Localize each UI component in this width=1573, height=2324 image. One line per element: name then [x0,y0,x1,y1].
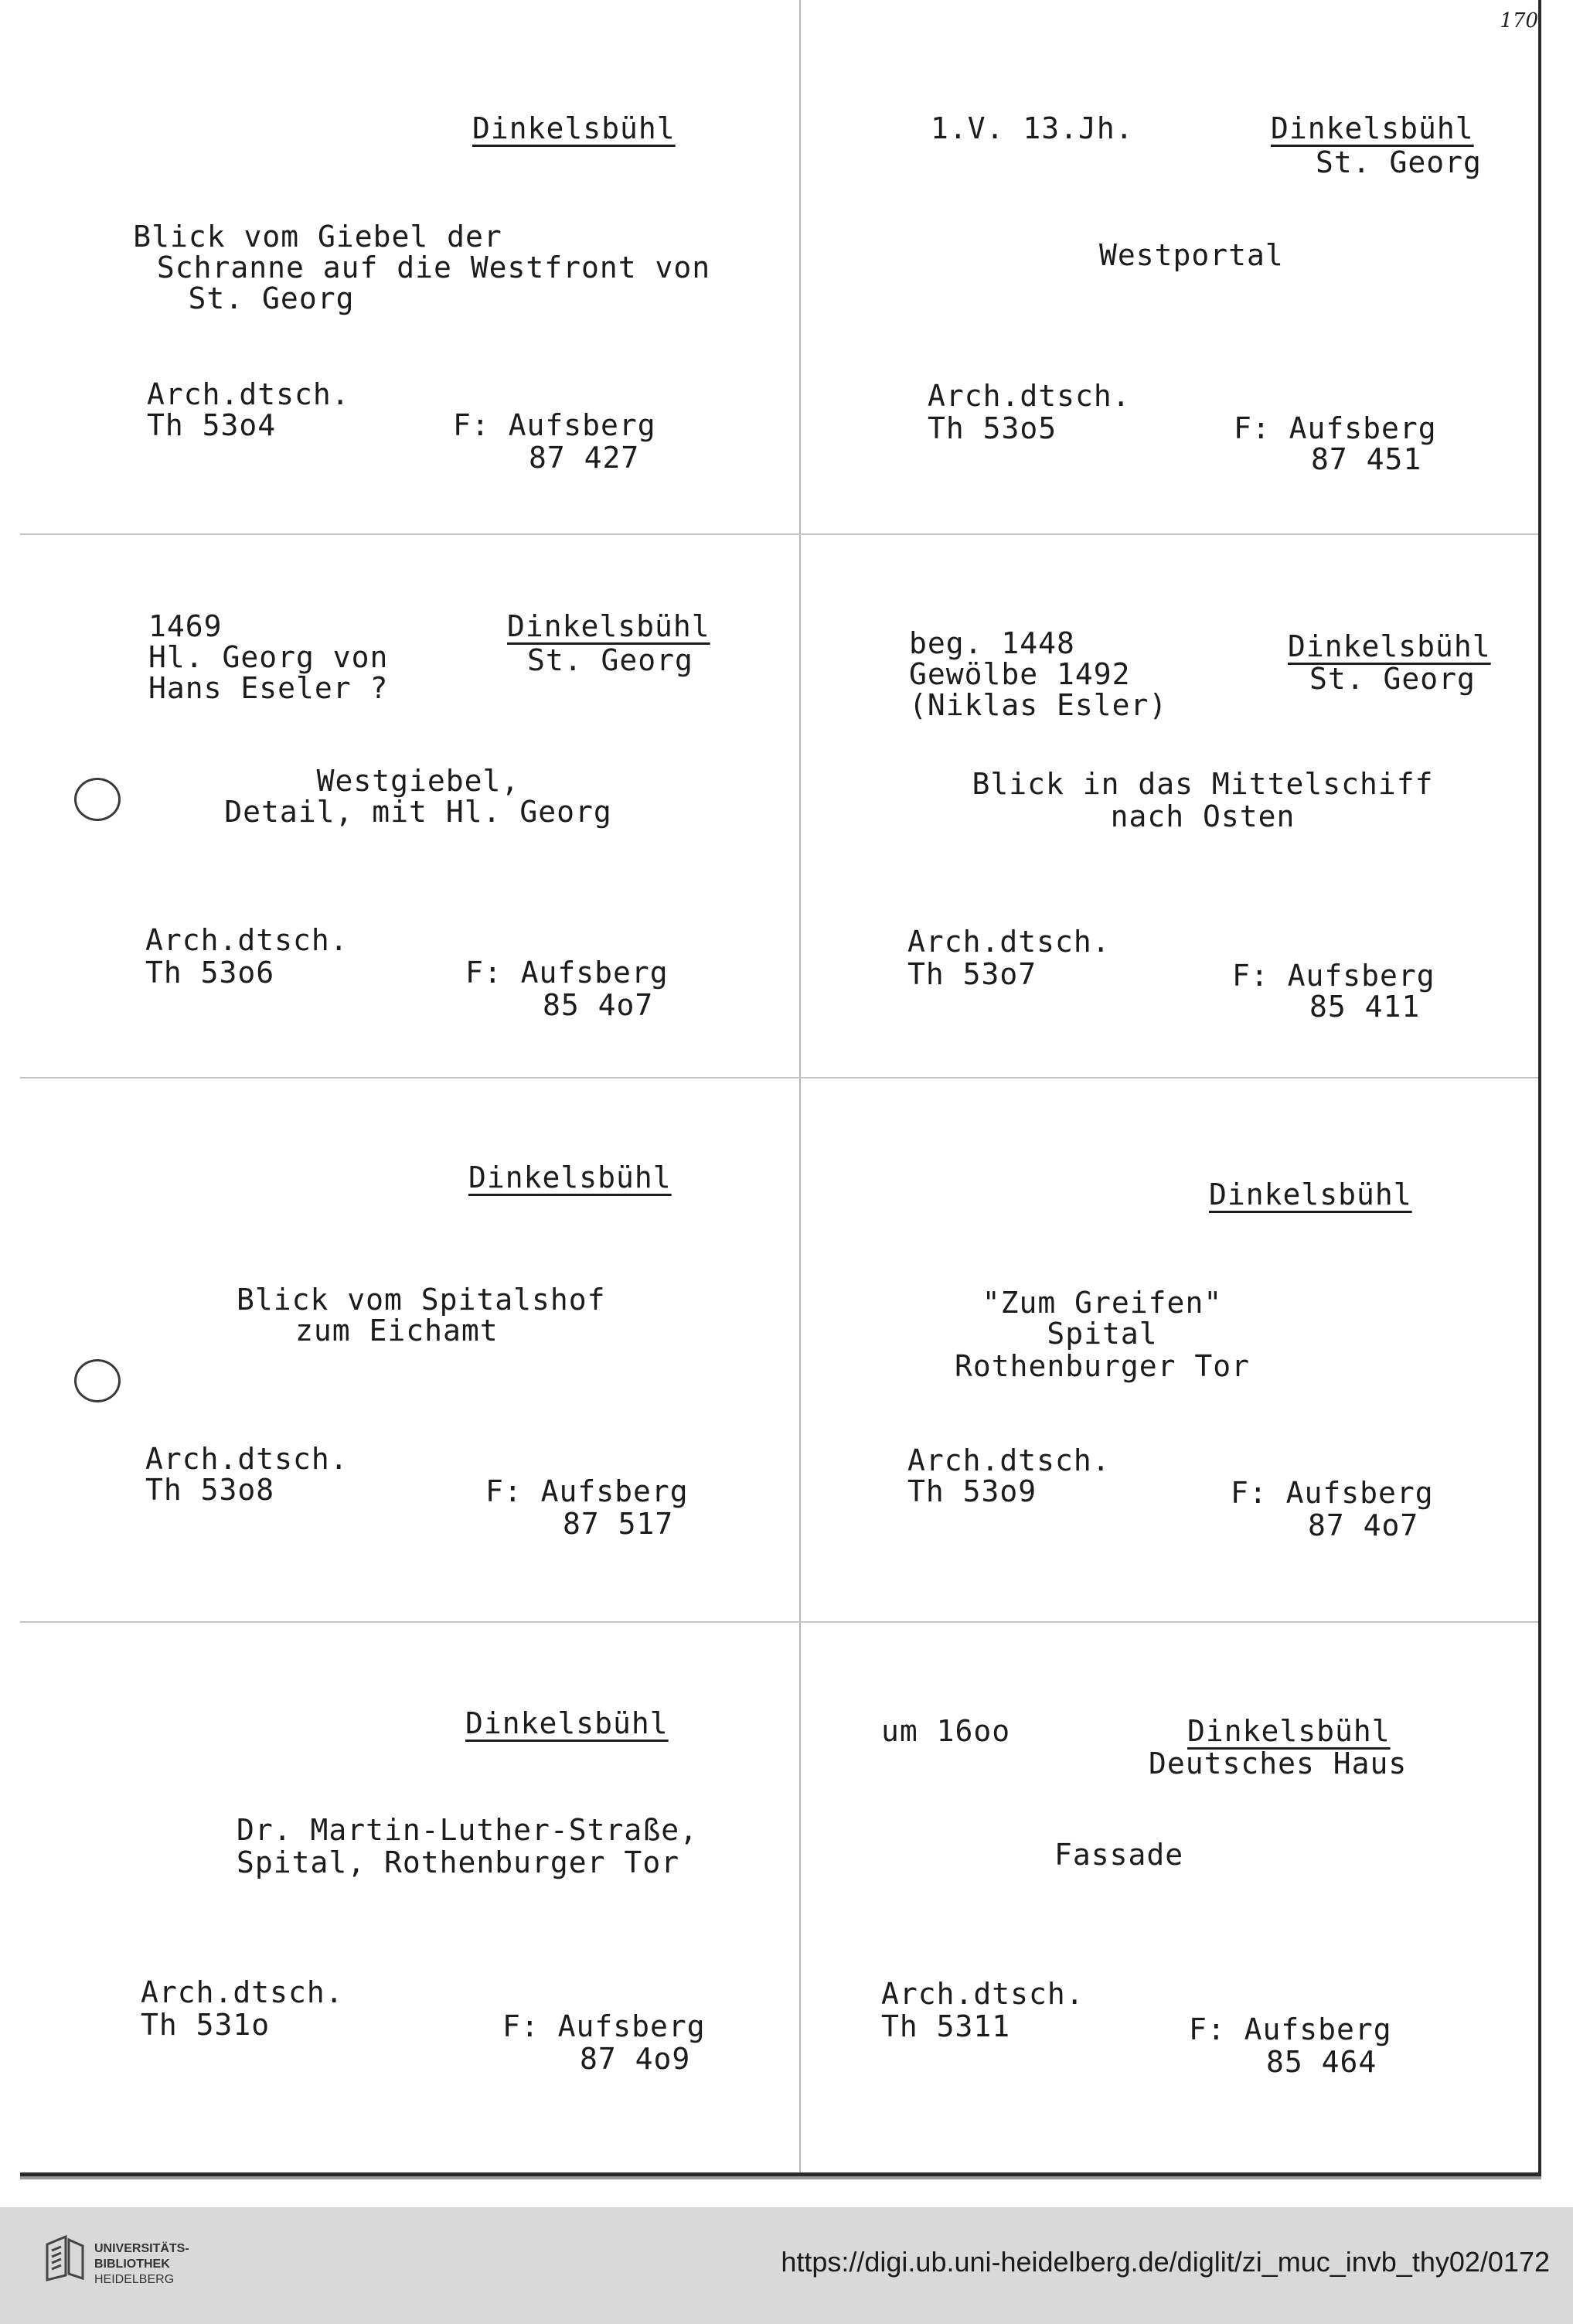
card-photographer: F: Aufsberg [465,956,669,990]
index-card [20,0,799,533]
card-subject: St. Georg [1309,662,1476,696]
card-inventory-number: Th 53o4 [147,408,277,442]
index-card-sheet [20,0,1541,2176]
card-place: Dinkelsbühl [507,609,710,643]
card-archive: Arch.dtsch. [147,377,350,411]
viewer-footer [0,2207,1573,2324]
card-description-line: Detail, mit Hl. Georg [224,795,612,829]
card-photo-number: 87 4o7 [1308,1508,1419,1542]
index-card [20,1079,799,1620]
card-description-line: Rothenburger Tor [954,1349,1251,1383]
card-photographer: F: Aufsberg [485,1474,689,1508]
card-description-line: "Zum Greifen" [982,1286,1223,1320]
card-description-line: St. Georg [188,281,355,315]
page-number: 170 [1500,9,1538,32]
card-description-line: Fassade [1054,1838,1184,1872]
index-card [801,0,1573,533]
card-date: 1469 [148,609,223,643]
index-card [20,1623,799,2172]
card-place: Dinkelsbühl [465,1706,669,1740]
card-description-line: Blick vom Giebel der [133,220,502,254]
card-description-line: Westportal [1099,238,1284,272]
card-description-line: Blick vom Spitalshof [237,1283,606,1317]
card-photo-number: 85 464 [1266,2045,1377,2079]
card-archive: Arch.dtsch. [928,379,1131,413]
card-date: 1.V. 13.Jh. [931,111,1134,145]
punch-hole [74,778,121,821]
card-subject: St. Georg [527,643,693,677]
card-archive: Arch.dtsch. [907,925,1111,959]
card-description-line: Spital, Rothenburger Tor [237,1845,680,1879]
card-archive: Arch.dtsch. [145,1442,349,1476]
card-archive: Arch.dtsch. [141,1975,344,2009]
card-inventory-number: Th 53o5 [928,411,1057,445]
library-name-line: BIBLIOTHEK [94,2258,170,2271]
card-inventory-number: Th 53o6 [145,956,275,990]
card-archive: Arch.dtsch. [145,923,349,957]
library-name-line: UNIVERSITÄTS- [94,2242,189,2255]
card-description-line: Westgiebel, [316,764,520,798]
card-photo-number: 87 427 [529,441,640,475]
card-description-line: zum Eichamt [295,1314,499,1348]
card-place: Dinkelsbühl [472,111,676,145]
card-description-line: Schranne auf die Westfront von [156,250,711,285]
card-inventory-number: Th 53o7 [907,957,1037,991]
card-place: Dinkelsbühl [1271,111,1474,145]
document-url[interactable]: https://digi.ub.uni-heidelberg.de/diglit/zi_muc_invb_thy02/0172 [781,2246,1550,2278]
card-photo-number: 87 517 [563,1507,674,1541]
card-description-line: Blick in das Mittelschiff [972,767,1434,801]
card-photographer: F: Aufsberg [1234,411,1437,445]
index-card [20,535,799,1076]
card-archive: Arch.dtsch. [907,1443,1111,1477]
punch-hole [74,1359,121,1402]
card-description-line: Spital [1047,1317,1158,1351]
card-date: Gewölbe 1492 [909,657,1131,691]
card-photo-number: 87 4o9 [580,2042,691,2076]
library-name-line: HEIDELBERG [94,2273,175,2286]
card-date: Hl. Georg von [148,640,389,674]
card-photographer: F: Aufsberg [502,2009,706,2043]
index-card [801,1623,1573,2172]
card-photo-number: 87 451 [1311,442,1422,476]
card-date: um 16oo [881,1714,1011,1748]
card-date: beg. 1448 [909,626,1075,660]
card-place: Dinkelsbühl [1187,1714,1391,1748]
card-date: (Niklas Esler) [909,688,1168,722]
card-photographer: F: Aufsberg [1232,959,1435,993]
card-photographer: F: Aufsberg [1189,2012,1392,2046]
card-description-line: nach Osten [1110,799,1296,833]
card-subject: St. Georg [1316,145,1482,179]
index-card [801,535,1573,1076]
card-inventory-number: Th 53o8 [145,1473,275,1507]
library-name [94,2241,189,2288]
card-place: Dinkelsbühl [1209,1177,1412,1211]
card-place: Dinkelsbühl [468,1160,672,1194]
card-photographer: F: Aufsberg [1231,1476,1434,1510]
card-place: Dinkelsbühl [1288,629,1491,663]
card-photo-number: 85 4o7 [543,988,654,1022]
card-inventory-number: Th 531o [141,2008,271,2042]
index-card [801,1079,1573,1620]
card-photo-number: 85 411 [1309,990,1421,1024]
card-inventory-number: Th 53o9 [907,1474,1037,1508]
card-inventory-number: Th 5311 [881,2009,1011,2043]
library-logo-icon [43,2234,87,2281]
card-subject: Deutsches Haus [1149,1746,1408,1780]
card-archive: Arch.dtsch. [881,1977,1084,2011]
card-photographer: F: Aufsberg [453,408,656,442]
card-date: Hans Eseler ? [148,671,389,705]
card-description-line: Dr. Martin-Luther-Straße, [237,1813,698,1847]
